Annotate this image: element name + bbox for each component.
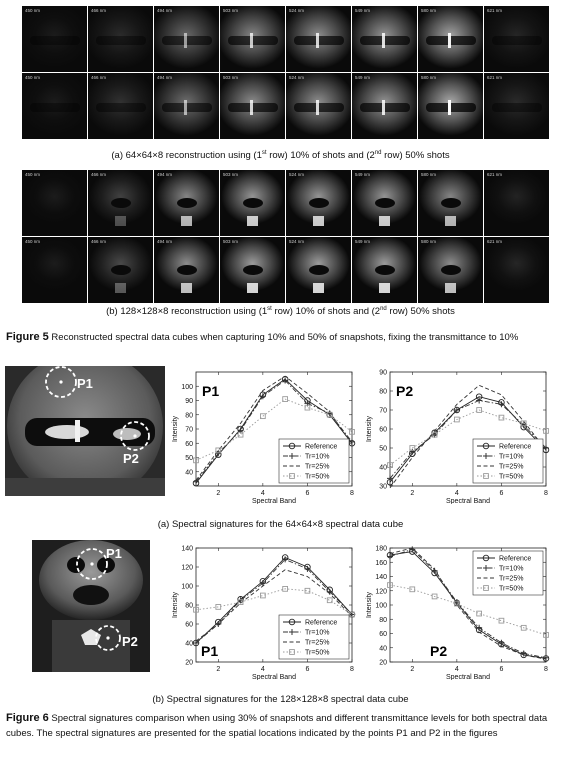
figure6-title: Figure 6 <box>6 712 49 724</box>
legend-label: Tr=25% <box>305 639 330 647</box>
figure5b-caption: (b) 128×128×8 reconstruction using (1st row) 10% of shots and (2nd row) 50% shots <box>106 306 455 318</box>
y-tick-label: 100 <box>181 583 193 591</box>
band-label: 466 nm <box>91 172 107 177</box>
panel-label: P1 <box>202 383 220 399</box>
y-tick-label: 60 <box>185 440 193 448</box>
y-tick-label: 50 <box>185 455 193 462</box>
spectral-band-tile <box>418 6 483 72</box>
spectral-band-tile <box>22 170 87 236</box>
legend <box>279 439 349 483</box>
band-label: 621 nm <box>487 75 503 80</box>
band-label: 450 nm <box>25 8 41 13</box>
spectral-band-tile <box>88 73 153 139</box>
legend-label: Tr=25% <box>499 463 524 471</box>
legend <box>473 551 543 595</box>
photo-label-p2: P2 <box>123 451 139 466</box>
y-tick-label: 40 <box>185 469 193 477</box>
spectral-band-tile <box>352 170 417 236</box>
legend-label: Reference <box>305 443 338 451</box>
chart-6a-p1 <box>168 366 360 504</box>
spectral-band-tile <box>220 6 285 72</box>
legend-label: Tr=50% <box>499 585 524 593</box>
x-tick-label: 2 <box>410 666 415 673</box>
spectral-band-tile <box>286 73 351 139</box>
y-tick-label: 180 <box>375 545 387 553</box>
figure5a-caption: (a) 64×64×8 reconstruction using (1st row) 10% of shots and (2nd row) 50% shots <box>111 150 450 162</box>
band-label: 524 nm <box>289 8 305 13</box>
spectral-band-tile <box>88 6 153 72</box>
legend-label: Tr=25% <box>499 575 524 583</box>
panel-label: P2 <box>396 383 414 399</box>
x-tick-label: 8 <box>544 490 548 497</box>
x-tick-label: 2 <box>410 490 415 497</box>
x-tick-label: 4 <box>260 666 265 673</box>
y-tick-label: 140 <box>375 574 387 581</box>
spectral-band-tile <box>22 6 87 72</box>
spectral-band-tile <box>220 237 285 303</box>
spectral-band-tile <box>22 73 87 139</box>
y-tick-label: 70 <box>379 407 387 415</box>
legend-label: Tr=50% <box>305 649 330 657</box>
legend-label: Tr=50% <box>499 473 524 481</box>
spectral-band-tile <box>154 237 219 303</box>
band-label: 549 nm <box>355 239 371 244</box>
spectral-band-tile <box>286 6 351 72</box>
band-label: 524 nm <box>289 239 305 244</box>
photo-label-p1: P1 <box>77 376 93 391</box>
x-axis-label: Spectral Band <box>252 674 296 680</box>
band-label: 466 nm <box>91 75 107 80</box>
y-axis-label: Intensity <box>366 591 373 619</box>
figure6a-caption: (a) Spectral signatures for the 64×64×8 spectral data cube <box>157 519 404 530</box>
y-axis-label: Intensity <box>172 591 179 619</box>
y-tick-label: 70 <box>185 426 193 434</box>
photo-label-p1: P1 <box>106 546 122 561</box>
spectral-band-tile <box>220 170 285 236</box>
legend-label: Tr=50% <box>305 473 330 481</box>
figure5-title: Figure 5 <box>6 331 49 343</box>
band-label: 621 nm <box>487 8 503 13</box>
spectral-band-tile <box>352 6 417 72</box>
figure5a-image-strip <box>22 6 549 139</box>
spectral-band-tile <box>352 73 417 139</box>
image-row <box>22 73 549 139</box>
x-tick-label: 4 <box>454 666 459 673</box>
x-tick-label: 8 <box>350 490 354 497</box>
photo-label-p2: P2 <box>122 634 138 649</box>
y-tick-label: 40 <box>185 640 193 648</box>
x-tick-label: 8 <box>350 666 354 673</box>
y-tick-label: 50 <box>379 445 387 453</box>
y-tick-label: 80 <box>379 616 387 624</box>
band-label: 466 nm <box>91 239 107 244</box>
y-tick-label: 60 <box>379 426 387 434</box>
y-axis-label: Intensity <box>172 415 179 443</box>
y-tick-label: 100 <box>375 602 387 610</box>
band-label: 580 nm <box>421 8 437 13</box>
figure5-caption: Figure 5 Reconstructed spectral data cubes when capturing 10% and 50% of snapshots, fixing the transmittance to 10% <box>6 331 519 343</box>
band-label: 549 nm <box>355 8 371 13</box>
legend-label: Tr=10% <box>305 453 330 461</box>
chart-6a-p2 <box>362 366 554 504</box>
spectral-band-tile <box>418 73 483 139</box>
spectral-band-tile <box>484 73 549 139</box>
band-label: 621 nm <box>487 239 503 244</box>
legend-label: Reference <box>305 619 338 627</box>
band-label: 494 nm <box>157 8 173 13</box>
y-tick-label: 60 <box>379 631 387 638</box>
y-tick-label: 90 <box>379 369 387 377</box>
legend-label: Reference <box>499 555 532 563</box>
band-label: 494 nm <box>157 239 173 244</box>
y-axis-label: Intensity <box>366 415 373 443</box>
figure6-caption: Figure 6 Spectral signatures comparison when using 30% of snapshots and different transmittance levels for both spectral data cubes. The spectral signatures are presented for the spatial locations indicated by the points P1 and P2 in the figures <box>6 712 548 739</box>
chart-6b-p1 <box>168 542 360 680</box>
band-label: 494 nm <box>157 75 173 80</box>
band-label: 580 nm <box>421 75 437 80</box>
band-label: 503 nm <box>223 75 239 80</box>
spectral-band-tile <box>418 170 483 236</box>
figure5b-image-strip <box>22 170 549 303</box>
band-label: 524 nm <box>289 172 305 177</box>
x-axis-label: Spectral Band <box>446 498 490 504</box>
figure6b-photo <box>32 540 150 672</box>
spectral-band-tile <box>88 170 153 236</box>
band-label: 503 nm <box>223 172 239 177</box>
legend <box>473 439 543 483</box>
band-label: 494 nm <box>157 172 173 177</box>
image-row <box>22 237 549 303</box>
band-label: 549 nm <box>355 75 371 80</box>
spectral-band-tile <box>88 237 153 303</box>
band-label: 450 nm <box>25 172 41 177</box>
y-tick-label: 100 <box>181 383 193 391</box>
y-tick-label: 140 <box>181 545 193 553</box>
spectral-band-tile <box>154 6 219 72</box>
x-tick-label: 6 <box>499 666 504 673</box>
panel-label: P1 <box>201 643 219 659</box>
image-row <box>22 6 549 72</box>
legend-label: Tr=25% <box>305 463 330 471</box>
x-axis-label: Spectral Band <box>252 498 296 504</box>
y-tick-label: 40 <box>379 645 387 653</box>
spectral-band-tile <box>352 237 417 303</box>
spectral-band-tile <box>154 73 219 139</box>
chart-6b-p2 <box>362 542 554 680</box>
spectral-band-tile <box>484 237 549 303</box>
y-tick-label: 80 <box>185 412 193 420</box>
band-label: 450 nm <box>25 239 41 244</box>
band-label: 580 nm <box>421 172 437 177</box>
legend-label: Tr=10% <box>499 453 524 461</box>
band-label: 450 nm <box>25 75 41 80</box>
spectral-band-tile <box>22 237 87 303</box>
band-label: 621 nm <box>487 172 503 177</box>
y-tick-label: 20 <box>379 659 387 667</box>
y-tick-label: 40 <box>379 464 387 472</box>
spectral-band-tile <box>484 6 549 72</box>
y-tick-label: 90 <box>185 398 193 405</box>
figure6b-caption: (b) Spectral signatures for the 128×128×8 spectral data cube <box>152 694 409 705</box>
x-tick-label: 2 <box>216 490 221 497</box>
legend <box>279 615 349 659</box>
band-label: 580 nm <box>421 239 437 244</box>
x-tick-label: 4 <box>260 490 265 497</box>
spectral-band-tile <box>484 170 549 236</box>
spectral-band-tile <box>154 170 219 236</box>
legend-label: Tr=10% <box>305 629 330 637</box>
x-tick-label: 8 <box>544 666 548 673</box>
band-label: 503 nm <box>223 239 239 244</box>
x-tick-label: 6 <box>499 490 504 497</box>
figure6a-photo <box>5 366 165 496</box>
band-label: 466 nm <box>91 8 107 13</box>
spectral-band-tile <box>286 170 351 236</box>
y-tick-label: 20 <box>185 659 193 667</box>
y-tick-label: 80 <box>379 388 387 396</box>
y-tick-label: 160 <box>375 559 387 567</box>
x-tick-label: 2 <box>216 666 221 673</box>
image-row <box>22 170 549 236</box>
y-tick-label: 120 <box>181 564 193 572</box>
y-tick-label: 120 <box>375 588 387 596</box>
x-tick-label: 4 <box>454 490 459 497</box>
spectral-band-tile <box>286 237 351 303</box>
y-tick-label: 60 <box>185 621 193 629</box>
spectral-band-tile <box>220 73 285 139</box>
y-tick-label: 80 <box>185 602 193 610</box>
band-label: 549 nm <box>355 172 371 177</box>
spectral-band-tile <box>418 237 483 303</box>
legend-label: Reference <box>499 443 532 451</box>
y-tick-label: 30 <box>379 483 387 491</box>
panel-label: P2 <box>430 643 448 659</box>
band-label: 524 nm <box>289 75 305 80</box>
band-label: 503 nm <box>223 8 239 13</box>
x-axis-label: Spectral Band <box>446 674 490 680</box>
legend-label: Tr=10% <box>499 565 524 573</box>
x-tick-label: 6 <box>305 490 310 497</box>
x-tick-label: 6 <box>305 666 310 673</box>
